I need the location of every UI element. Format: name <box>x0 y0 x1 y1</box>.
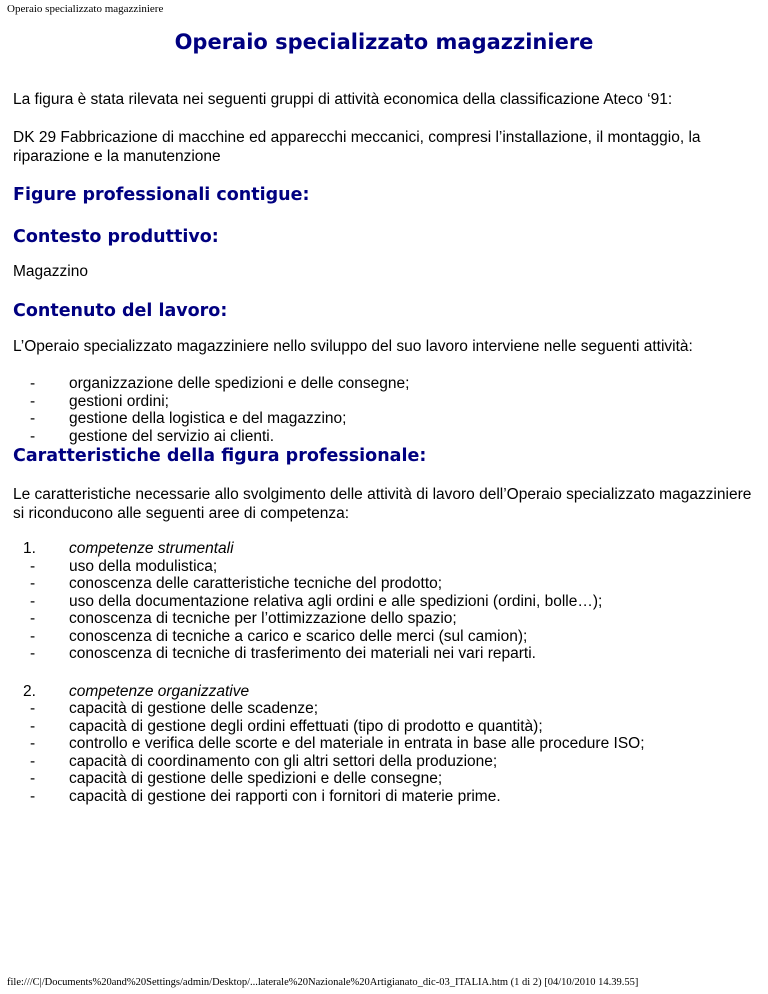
page-title: Operaio specializzato magazziniere <box>174 30 594 54</box>
intro-paragraph: La figura è stata rilevata nei seguenti gruppi di attività economica della classificazione Ateco ‘91: <box>13 91 673 108</box>
list-item: - conoscenza di tecniche di trasferimento dei materiali nei vari reparti. <box>30 645 536 662</box>
list-item: - capacità di gestione dei rapporti con i fornitori di materie prime. <box>30 787 501 805</box>
contesto-text: Magazzino <box>13 263 88 280</box>
dash-marker: - <box>30 392 36 410</box>
heading-contenuto: Contenuto del lavoro: <box>13 301 228 321</box>
contenuto-text: L’Operaio specializzato magazziniere nello sviluppo del suo lavoro interviene nelle seguenti attività: <box>13 338 693 355</box>
heading-contesto: Contesto produttivo: <box>13 227 219 247</box>
heading-caratteristiche: Caratteristiche della figura professionale: <box>13 446 427 466</box>
contenuto-list <box>13 375 758 445</box>
competence-group-organizzative <box>13 683 758 806</box>
ateco-group-paragraph: DK 29 Fabbricazione di macchine ed apparecchi meccanici, compresi l’installazione, il montaggio, la riparazione e la manutenzione <box>13 129 701 165</box>
list-item: - uso della documentazione relativa agli ordini e alle spedizioni (ordini, bolle…); <box>30 592 603 610</box>
group-title: 2. competenze organizzative <box>23 682 250 700</box>
list-item: - conoscenza delle caratteristiche tecniche del prodotto; <box>30 575 443 592</box>
dash-marker: - <box>30 410 36 427</box>
list-item: - uso della modulistica; <box>30 557 218 575</box>
competence-group-strumentali <box>13 540 758 663</box>
list-item: - capacità di gestione delle spedizioni e delle consegne; <box>30 770 443 787</box>
list-item: - gestione del servizio ai clienti. <box>30 427 275 445</box>
document-body <box>13 90 758 805</box>
heading-figure-contigue: Figure professionali contigue: <box>13 185 310 205</box>
list-item: - conoscenza di tecniche a carico e scarico delle merci (sul camion); <box>30 627 528 645</box>
caratteristiche-text: Le caratteristiche necessarie allo svolgimento delle attività di lavoro dell’Operaio specializzato magazziniere si riconducono alle seguenti aree di competenza: <box>13 486 752 522</box>
list-item: - capacità di gestione delle scadenze; <box>30 700 319 717</box>
list-item: - controllo e verifica delle scorte e del materiale in entrata in base alle procedure ISO; <box>30 735 645 752</box>
list-item: - capacità di coordinamento con gli altri settori della produzione; <box>30 752 498 770</box>
list-item: - gestione della logistica e del magazzino; <box>30 410 347 427</box>
dash-marker: - <box>30 375 36 392</box>
list-item: - gestioni ordini; <box>30 392 169 410</box>
group-title: 1. competenze strumentali <box>23 540 234 557</box>
page-footer-url: file:///C|/Documents%20and%20Settings/admin/Desktop/...laterale%20Nazionale%20Artigianato_dic-03_ITALIA.htm (1 di 2) [04/10/2010 14.39.55] <box>7 977 639 988</box>
running-header: Operaio specializzato magazziniere <box>7 3 164 15</box>
dash-marker: - <box>30 427 36 445</box>
list-item: - conoscenza di tecniche per l’ottimizzazione dello spazio; <box>30 610 457 627</box>
list-item: - capacità di gestione degli ordini effettuati (tipo di prodotto e quantità); <box>30 717 543 735</box>
list-item: - organizzazione delle spedizioni e delle consegne; <box>30 375 410 392</box>
